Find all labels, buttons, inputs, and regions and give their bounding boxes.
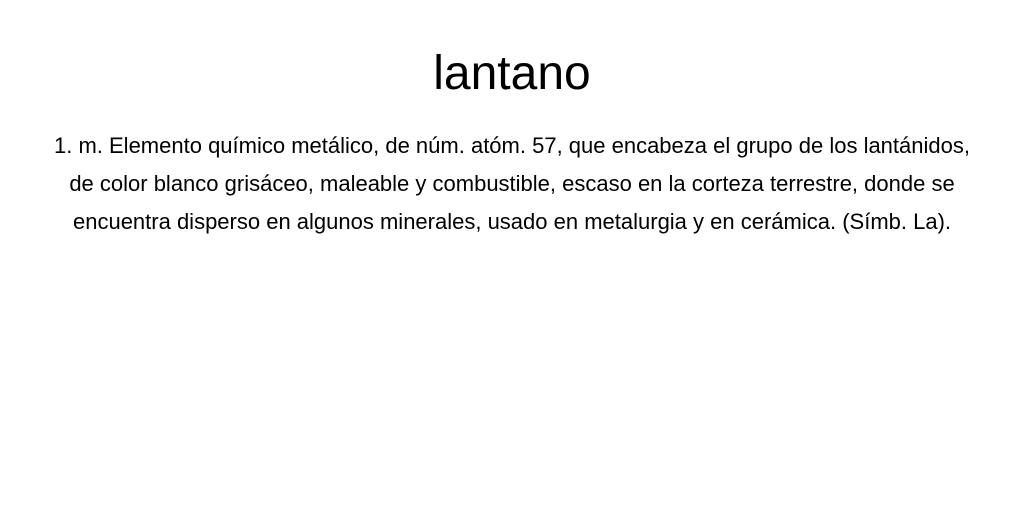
entry-definition: 1. m. Elemento químico metálico, de núm. atóm. 57, que encabeza el grupo de los lantánidos, de color blanco grisáceo, maleable y combustible, escaso en la corteza terrestre, donde se encuentra disperso en algunos minerales, usado en metalurgia y en cerámica. (Símb. La). <box>54 133 970 234</box>
entry-term: lantano <box>433 47 591 100</box>
